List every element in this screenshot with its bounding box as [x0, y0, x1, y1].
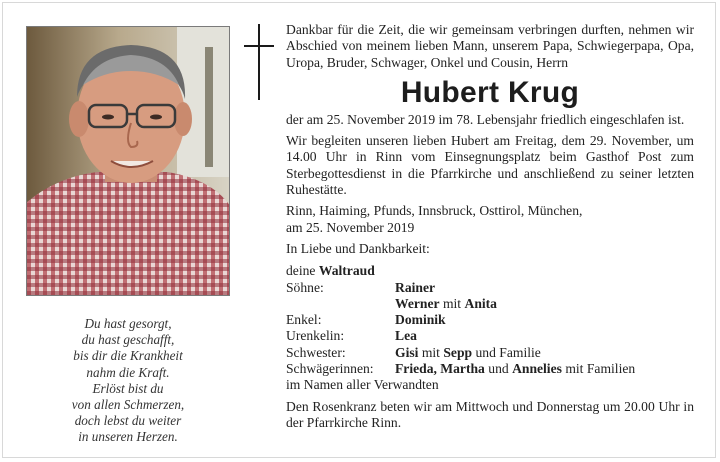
relative-row-sons: [286, 280, 694, 296]
relative-name: Anita: [464, 295, 497, 311]
intro-text: Dankbar für die Zeit, die wir gemeinsam verbringen durften, nehmen wir Abschied von meinem lieben Mann, unserem Papa, Schwiegerpapa, Opa, Uropa, Bruder, Schwager, Onkel und Cousin, Herrn: [286, 22, 694, 70]
relative-suffix: mit Familien: [565, 361, 636, 377]
portrait-photo: [26, 26, 230, 296]
relative-label: Schwägerinnen:: [286, 361, 374, 377]
place-date: [286, 203, 694, 236]
funeral-text: Wir begleiten unseren lieben Hubert am Freitag, dem 29. November, um 14.00 Uhr in Rinn vom Einsegnungsplatz beim Gasthof Post zum Sterbegottesdienst in die Pfarrkirche und anschließend zu seiner letzten Ruhestätte.: [286, 133, 694, 198]
others-line: im Namen aller Verwandten: [286, 377, 439, 393]
relative-row-inlaws: [286, 361, 694, 377]
date-line: am 25. November 2019: [286, 219, 415, 235]
relative-connector: mit: [421, 344, 440, 360]
relative-name: Annelies: [512, 361, 562, 377]
relative-row-grandson: [286, 312, 694, 328]
relative-label: Söhne:: [286, 279, 324, 295]
poem-line: von allen Schmerzen,: [71, 397, 185, 413]
death-text: der am 25. November 2019 im 78. Lebensjahr friedlich eingeschlafen ist.: [286, 111, 685, 127]
relative-connector: mit: [442, 295, 462, 311]
relative-row-greatgrand: [286, 328, 694, 344]
cross-icon: [244, 24, 274, 100]
relative-label: Enkel:: [286, 312, 322, 328]
poem-line: doch lebst du weiter: [74, 413, 182, 429]
portrait-illustration: [27, 27, 230, 296]
relative-label: Schwester:: [286, 344, 346, 360]
wife-line: [286, 263, 694, 279]
poem-line: in unseren Herzen.: [78, 429, 178, 445]
relative-suffix: und Familie: [475, 344, 541, 360]
relative-label: Urenkelin:: [286, 328, 345, 344]
relative-name: Lea: [395, 328, 417, 344]
relative-name: Frieda, Martha: [395, 361, 485, 377]
bereaved-list: [286, 263, 694, 393]
love-line: In Liebe und Dankbarkeit:: [286, 240, 430, 256]
rosary-text: Den Rosenkranz beten wir am Mittwoch und Donnerstag um 20.00 Uhr in der Pfarrkirche Rinn.: [286, 398, 694, 430]
poem-line: nahm die Kraft.: [86, 364, 170, 380]
relative-name: Dominik: [395, 312, 446, 328]
relative-row-sister: [286, 345, 694, 361]
notice-text: [286, 22, 694, 431]
relative-connector: und: [488, 361, 509, 377]
poem-line: du hast geschafft,: [81, 332, 175, 348]
relative-name: Rainer: [395, 279, 436, 295]
relative-name: Sepp: [443, 344, 473, 360]
poem-line: Du hast gesorgt,: [84, 316, 172, 331]
wife-prefix: deine: [286, 263, 316, 279]
poem-line: bis dir die Krankheit: [73, 348, 183, 364]
memorial-poem: [26, 316, 230, 446]
relative-name: Gisi: [395, 344, 419, 360]
wife-name: Waltraud: [318, 263, 375, 279]
deceased-name: Hubert Krug: [400, 75, 580, 109]
relative-name: Werner: [395, 295, 440, 311]
relative-row-sons-2: [286, 296, 694, 312]
poem-line: Erlöst bist du: [92, 380, 164, 396]
places-line: Rinn, Haiming, Pfunds, Innsbruck, Osttirol, München,: [286, 203, 583, 219]
